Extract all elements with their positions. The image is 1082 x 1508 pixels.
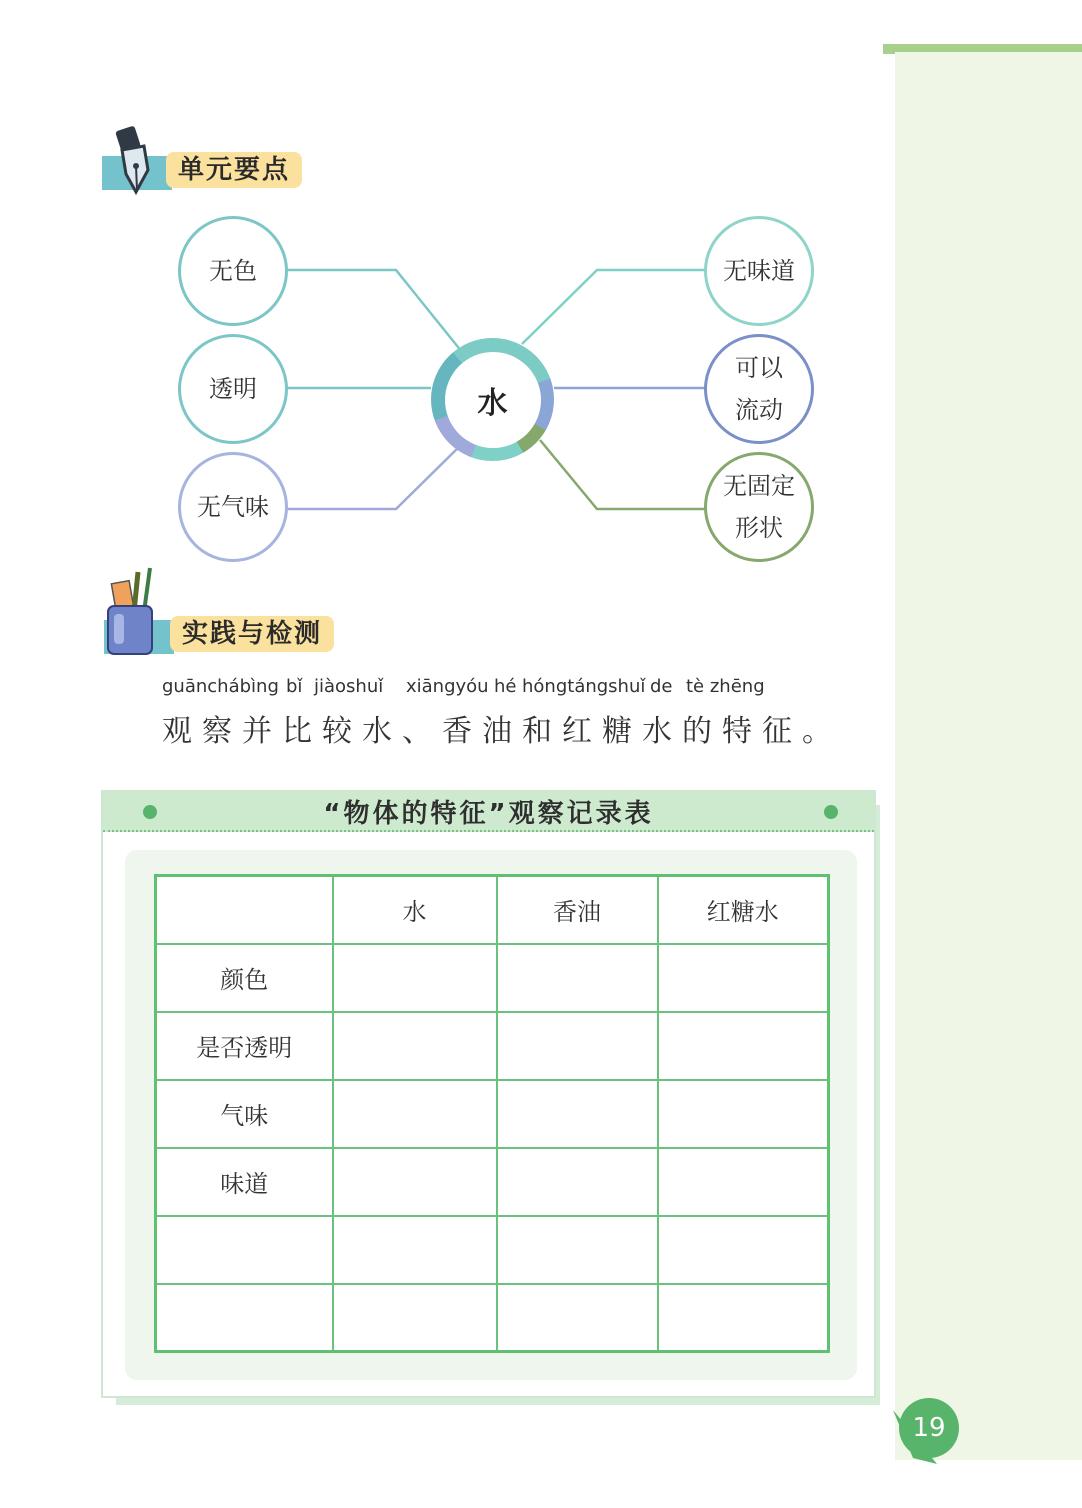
page-number: 19 — [899, 1398, 959, 1458]
header-dot-right — [824, 805, 838, 819]
record-table-header — [103, 792, 874, 832]
table-row — [156, 1148, 829, 1216]
table-cell[interactable] — [497, 1148, 658, 1216]
pen-holder-icon — [104, 566, 164, 658]
table-cell[interactable] — [658, 1284, 829, 1352]
fountain-pen-icon — [110, 126, 160, 196]
page-number-badge — [893, 1398, 959, 1464]
table-cell[interactable] — [333, 1080, 497, 1148]
table-cell[interactable] — [333, 944, 497, 1012]
table-cell[interactable] — [497, 1216, 658, 1284]
row-label: 气味 — [156, 1080, 333, 1148]
side-margin-strip — [895, 52, 1082, 1460]
node-transparent: 透明 — [178, 334, 288, 444]
table-cell[interactable] — [333, 1284, 497, 1352]
table-cell[interactable] — [658, 944, 829, 1012]
table-header-cell: 红糖水 — [658, 876, 829, 944]
task-instruction — [162, 676, 842, 750]
row-label: 味道 — [156, 1148, 333, 1216]
row-label[interactable] — [156, 1284, 333, 1352]
table-row — [156, 1216, 829, 1284]
task-sentence: 观察并比较水、香油和红糖水的特征。 — [162, 714, 842, 749]
table-cell[interactable] — [333, 1012, 497, 1080]
table-row — [156, 1080, 829, 1148]
row-label: 颜色 — [156, 944, 333, 1012]
center-node-label: 水 — [445, 352, 541, 448]
table-header-cell: 香油 — [497, 876, 658, 944]
record-table-body — [125, 850, 857, 1380]
key-points-title: 单元要点 — [166, 152, 302, 188]
table-cell[interactable] — [658, 1216, 829, 1284]
row-label: 是否透明 — [156, 1012, 333, 1080]
pinyin-line: guānchábìng bǐ jiàoshuǐ xiāngyóu hé hóngtángshuǐ de tè zhēng — [162, 676, 765, 697]
table-cell[interactable] — [497, 1284, 658, 1352]
table-cell[interactable] — [658, 1080, 829, 1148]
header-dot-left — [143, 805, 157, 819]
table-cell[interactable] — [658, 1012, 829, 1080]
table-row — [156, 1012, 829, 1080]
table-cell[interactable] — [333, 1216, 497, 1284]
node-can-flow: 可以 流动 — [704, 334, 814, 444]
practice-title: 实践与检测 — [170, 616, 334, 652]
table-cell[interactable] — [497, 1012, 658, 1080]
node-colorless: 无色 — [178, 216, 288, 326]
row-label[interactable] — [156, 1216, 333, 1284]
table-cell[interactable] — [497, 944, 658, 1012]
node-odorless: 无气味 — [178, 452, 288, 562]
record-table-title: “物体的特征”观察记录表 — [323, 798, 654, 829]
table-header-cell: 水 — [333, 876, 497, 944]
table-cell — [156, 876, 333, 944]
table-row — [156, 944, 829, 1012]
table-cell[interactable] — [658, 1148, 829, 1216]
node-tasteless: 无味道 — [704, 216, 814, 326]
table-cell[interactable] — [497, 1080, 658, 1148]
table-cell[interactable] — [333, 1148, 497, 1216]
table-row — [156, 1284, 829, 1352]
table-header-row — [156, 876, 829, 944]
center-node-ring — [431, 338, 554, 461]
observation-table — [154, 874, 830, 1353]
node-no-fixed-shape: 无固定 形状 — [704, 452, 814, 562]
record-table-panel — [101, 790, 876, 1398]
